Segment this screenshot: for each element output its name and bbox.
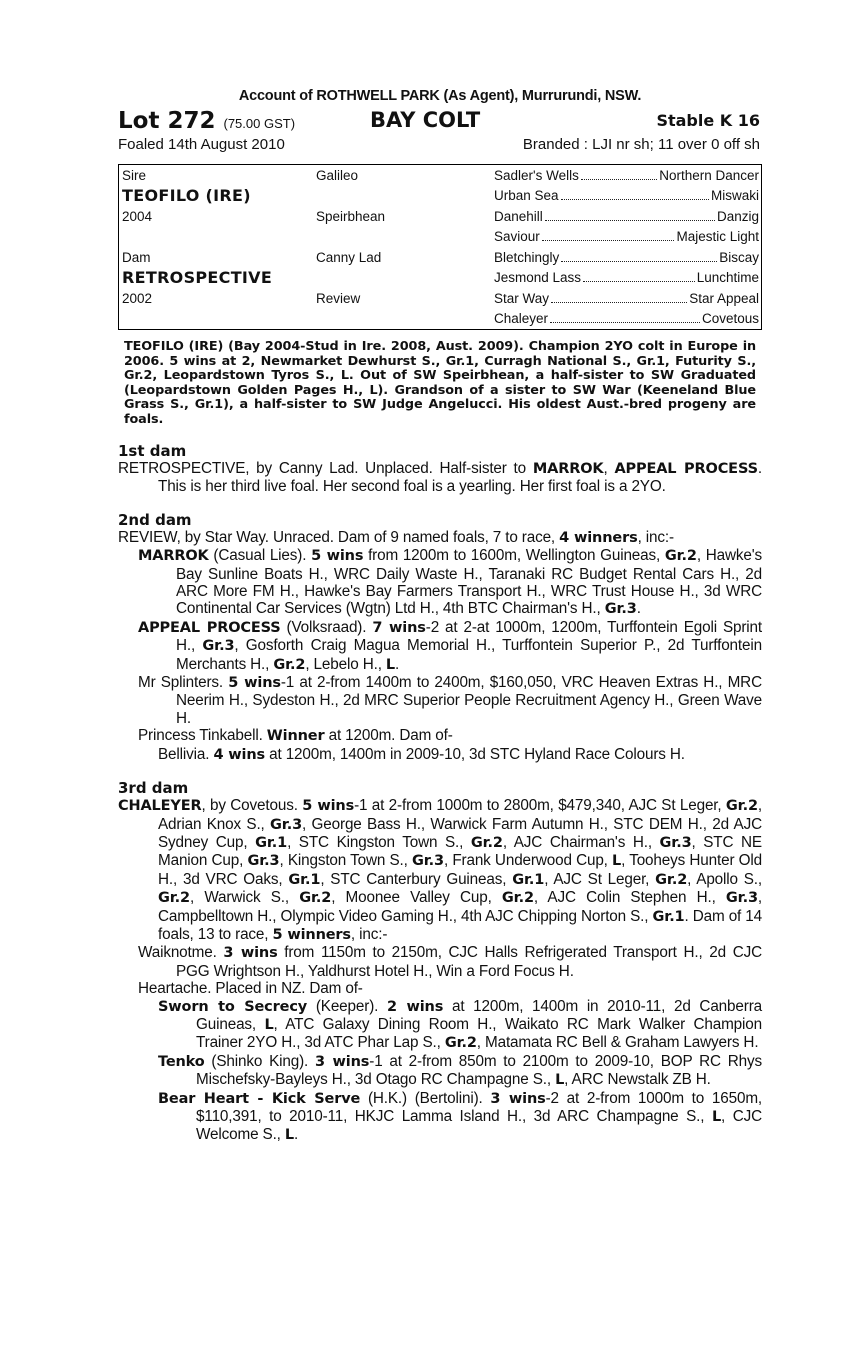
dd-sire-sire: Star Appeal — [689, 290, 759, 306]
second-dam-intro: REVIEW, by Star Way. Unraced. Dam of 9 named foals, 7 to race, 4 winners, inc:- — [118, 528, 674, 546]
ds-dam-sire: Lunchtime — [696, 270, 759, 286]
sd-dam: Saviour — [494, 229, 540, 245]
stable-location: Stable K 16 — [656, 111, 760, 130]
pedigree-table — [118, 164, 762, 330]
ss-sire: Sadler's Wells — [494, 167, 579, 183]
third-dam-heading: 3rd dam — [118, 779, 189, 798]
progeny-mr-splinters: Mr Splinters. 5 wins-1 at 2-from 1400m to 2400m, $160,050, VRC Heaven Extras H., MRC Neerim H., Sydeston H., 2d MRC Superior People Recruitment Agency H., Green Wave H. — [138, 674, 762, 727]
lot-row — [118, 108, 762, 134]
sire-label: Sire — [122, 167, 147, 183]
lot-gst: (75.00 GST) — [223, 116, 296, 131]
progeny-sworn-to-secrecy: Sworn to Secrecy (Keeper). 2 wins at 1200m, 1400m in 2010-11, 2d Canberra Guineas, L, ATC Galaxy Dining Room H., Waikato RC Mark Walker Champion Trainer 2YO H., 3d ATC Phar Lap S., Gr.2, Matamata RC Bell & Graham Lawyers H. — [158, 997, 763, 1052]
vendor-account: Account of ROTHWELL PARK (As Agent), Murrurundi, NSW. — [238, 88, 642, 104]
lot-number — [118, 108, 295, 134]
progeny-heartache: Heartache. Placed in NZ. Dam of- — [138, 980, 363, 998]
progeny-appeal-process: APPEAL PROCESS (Volksraad). 7 wins-2 at 2-at 1000m, 1200m, Turffontein Egoli Sprint H., Gr.3, Gosforth Craig Magua Memorial H., Turffontein Superior P., 2d Turffontein Merchants H., Gr.2, Lebelo H., L. — [138, 618, 762, 673]
dd-dam: Chaleyer — [494, 311, 549, 327]
catalogue-page — [118, 88, 762, 1145]
second-dam-heading: 2nd dam — [118, 510, 192, 529]
sire-name: TEOFILO (IRE) — [122, 186, 251, 206]
ss-dam-sire: Miswaki — [710, 188, 759, 204]
lot-label: Lot 272 — [118, 108, 216, 134]
sire-summary: TEOFILO (IRE) (Bay 2004-Stud in Ire. 2008, Aust. 2009). Champion 2YO colt in Europe in 2006. 5 wins at 2, Newmarket Dewhurst S., Gr.1, Curragh National S., Gr.1, Futurity S., Gr.2, Leopardstown Tyros S., L. Out of SW Speirbhean, a half-sister to SW Graduated (Leopardstown Golden Pages H., L). Grandson of a sister to SW War (Keeneland Blue Grass S., Gr.1), a half-sister to SW Judge Angelucci. His oldest Aust.-bred progeny are foals. — [124, 339, 756, 427]
first-dam-heading: 1st dam — [118, 442, 187, 460]
dam-dam: Review — [316, 290, 361, 306]
progeny-marrok: MARROK (Casual Lies). 5 wins from 1200m to 1600m, Wellington Guineas, Gr.2, Hawke's Bay Sunline Boats H., WRC Daily Waste H., Taranaki RC Budget Rental Cars H., 2d ARC More FM H., Hawke's Bay Farmers Transport H., WRC Trust House H., 3d WRC Continental Car Services (Wgtn) Ltd H., 4th BTC Chairman's H., Gr.3. — [138, 547, 762, 618]
ss-sire-sire: Northern Dancer — [659, 167, 759, 183]
dam-name: RETROSPECTIVE — [122, 268, 273, 288]
lot-description: BAY COLT — [370, 108, 481, 132]
ds-sire: Bletchingly — [494, 249, 560, 265]
dam-sire: Canny Lad — [316, 249, 382, 265]
sd-sire: Danehill — [494, 208, 543, 224]
foaling-row — [118, 134, 762, 156]
progeny-tenko: Tenko (Shinko King). 3 wins-1 at 2-from 850m to 2100m to 2009-10, BOP RC Rhys Mischefsky-Bayleys H., 3d Otago RC Champagne S., L, ARC Newstalk ZB H. — [158, 1052, 762, 1089]
ds-sire-sire: Biscay — [719, 249, 759, 265]
progeny-bellivia: Bellivia. 4 wins at 1200m, 1400m in 2009-10, 3d STC Hyland Race Colours H. — [158, 745, 685, 763]
ds-dam: Jesmond Lass — [494, 270, 582, 286]
sire-sire: Galileo — [316, 167, 359, 183]
progeny-waiknotme: Waiknotme. 3 wins from 1150m to 2150m, CJC Halls Refrigerated Transport H., 2d CJC PGG Wrightson H., Yaldhurst Hotel H., Win a Ford Focus H. — [138, 944, 762, 980]
dd-sire: Star Way — [494, 290, 550, 306]
dam-label: Dam — [122, 249, 151, 265]
progeny-princess-tinkabell: Princess Tinkabell. Winner at 1200m. Dam of- — [138, 727, 453, 745]
ss-dam: Urban Sea — [494, 188, 559, 204]
sire-year: 2004 — [122, 208, 153, 224]
sire-dam: Speirbhean — [316, 208, 386, 224]
sd-sire-sire: Danzig — [716, 208, 759, 224]
progeny-bear-heart: Bear Heart - Kick Serve (H.K.) (Bertolini). 3 wins-2 at 2-from 1000m to 1650m, $110,391, to 2010-11, HKJC Lamma Island H., 3d ARC Champagne S., L, CJC Welcome S., L. — [158, 1089, 763, 1144]
first-dam-text: RETROSPECTIVE, by Canny Lad. Unplaced. Half-sister to MARROK, APPEAL PROCESS. This is her third live foal. Her second foal is a yearling. Her first foal is a 2YO. — [118, 460, 762, 496]
brand-marks: Branded : LJI nr sh; 11 over 0 off sh — [522, 136, 760, 153]
dd-dam-sire: Covetous — [701, 311, 759, 327]
third-dam-chaleyer: CHALEYER, by Covetous. 5 wins-1 at 2-from 1000m to 2800m, $479,340, AJC St Leger, Gr.2, Adrian Knox S., Gr.3, George Bass H., Warwick Farm Autumn H., STC DEM H., 2d AJC Sydney Cup, Gr.1, STC Kingston Town S., Gr.2, AJC Chairman's H., Gr.3, STC NE Manion Cup, Gr.3, Kingston Town S., Gr.3, Frank Underwood Cup, L, Tooheys Hunter Old H., 3d VRC Oaks, Gr.1, STC Canterbury Guineas, Gr.1, AJC St Leger, Gr.2, Apollo S., Gr.2, Warwick S., Gr.2, Moonee Valley Cup, Gr.2, AJC Colin Stephen H., Gr.3, Campbelltown H., Olympic Video Gaming H., 4th AJC Chipping Norton S., Gr.1. Dam of 14 foals, 13 to race, 5 winners, inc:- — [118, 797, 763, 943]
dam-year: 2002 — [122, 290, 153, 306]
sd-dam-sire: Majestic Light — [676, 229, 759, 245]
foaled-date: Foaled 14th August 2010 — [118, 136, 285, 153]
